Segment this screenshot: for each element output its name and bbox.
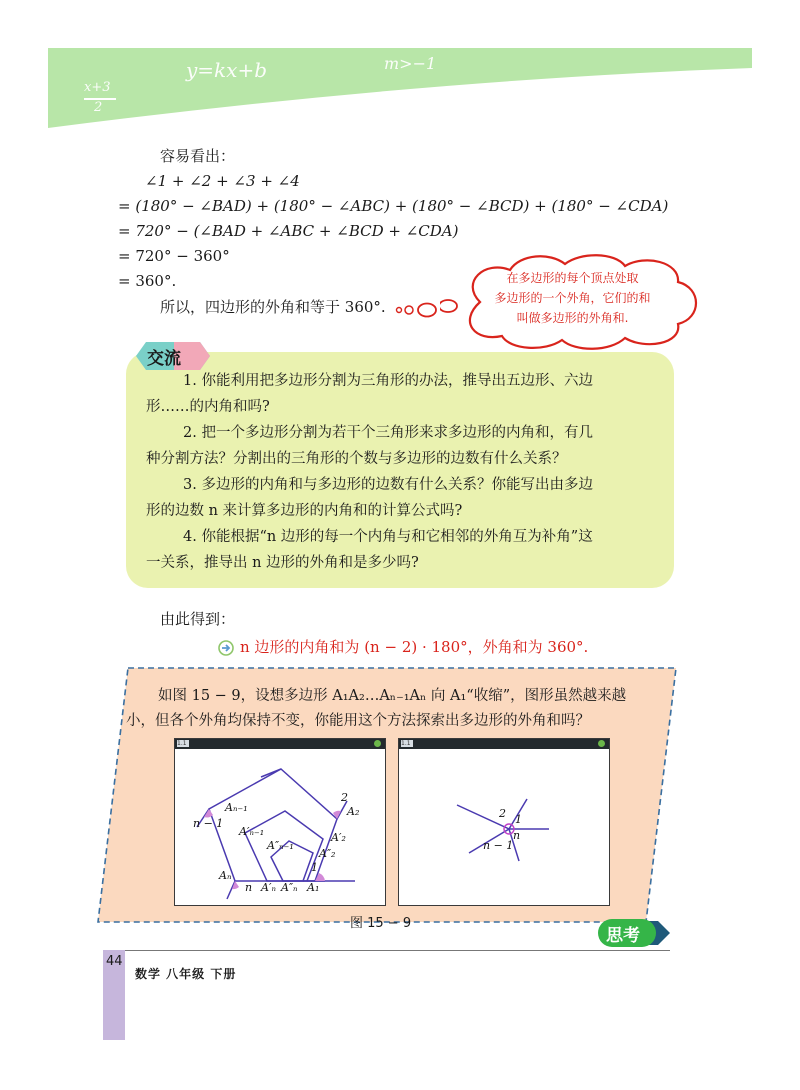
exchange-q3-line-1: 3. 多边形的内角和与多边形的边数有什么关系？你能写出由多边 bbox=[183, 477, 593, 493]
arrow-circle-icon bbox=[218, 640, 234, 656]
cloud-line-3: 叫做多边形的外角和. bbox=[516, 311, 629, 325]
proof-intro: 容易看出： bbox=[160, 147, 236, 165]
label-a-dprime-n: A″ₙ bbox=[281, 881, 298, 894]
proof-line-5: = 360°. bbox=[118, 272, 177, 290]
exchange-q4-line-2: 一关系，推导出 n 边形的外角和是多少吗? bbox=[146, 555, 419, 571]
proof-line-4: = 720° − 360° bbox=[118, 247, 230, 265]
footer-divider bbox=[125, 950, 670, 951]
label-a-dprime-2: A″₂ bbox=[319, 847, 336, 860]
figure-panel-right bbox=[398, 738, 610, 906]
exchange-q2-line-1: 2. 把一个多边形分割为若干个三角形来求多边形的内角和，有几 bbox=[183, 425, 593, 441]
panel-toolbar bbox=[175, 739, 385, 749]
label-a-n: Aₙ bbox=[219, 869, 232, 882]
label-one: 1 bbox=[515, 813, 522, 826]
label-a-1: A₁ bbox=[307, 881, 320, 894]
exchange-q3-line-2: 形的边数 n 来计算多边形的内角和的计算公式吗? bbox=[146, 503, 463, 519]
proof-line-1: ∠1 + ∠2 + ∠3 + ∠4 bbox=[145, 172, 300, 190]
book-title: 数学 八年级 下册 bbox=[135, 967, 237, 981]
label-n-minus-1: n − 1 bbox=[483, 839, 514, 852]
label-a-prime-2: A′₂ bbox=[331, 831, 346, 844]
label-a-prime-n-minus-1: A′ₙ₋₁ bbox=[239, 825, 265, 838]
exchange-q1-line-1: 1. 你能利用把多边形分割为三角形的办法，推导出五边形、六边 bbox=[183, 373, 593, 389]
page-number: 44 bbox=[106, 954, 123, 969]
result-statement: n 边形的内角和为 (n − 2) · 180°，外角和为 360°. bbox=[240, 638, 589, 656]
header-formula-inequality: m>−1 bbox=[384, 54, 437, 73]
cloud-line-1: 在多边形的每个顶点处取 bbox=[506, 271, 639, 285]
header-formula-linear: y=kx+b bbox=[186, 58, 268, 82]
exchange-q1-line-2: 形……的内角和吗? bbox=[146, 399, 270, 415]
proof-line-3: = 720° − (∠BAD + ∠ABC + ∠BCD + ∠CDA) bbox=[118, 222, 459, 240]
label-a-dprime-n-minus-1: A″ₙ₋₁ bbox=[267, 839, 294, 852]
think-line-1: 如图 15 − 9，设想多边形 A₁A₂…Aₙ₋₁Aₙ 向 A₁“收缩”，图形虽然越来越 bbox=[158, 688, 627, 704]
label-two: 2 bbox=[499, 807, 506, 820]
label-a-prime-n: A′ₙ bbox=[261, 881, 276, 894]
cloud-line-2: 多边形的一个外角，它们的和 bbox=[494, 291, 651, 305]
proof-conclusion: 所以，四边形的外角和等于 360°. bbox=[160, 298, 386, 316]
think-line-2: 小，但各个外角均保持不变，你能用这个方法探索出多边形的外角和吗？ bbox=[126, 713, 590, 729]
cloud-bubbles bbox=[395, 300, 440, 320]
collapsed-angles-figure bbox=[399, 749, 609, 905]
panel-status-icon bbox=[374, 740, 381, 747]
label-a-2: A₂ bbox=[347, 805, 360, 818]
exchange-q2-line-2: 种分割方法？分割出的三角形的个数与多边形的边数有什么关系？ bbox=[146, 451, 567, 467]
header-formula-numerator: x+3 bbox=[84, 80, 111, 95]
panel-toolbar bbox=[399, 739, 609, 749]
label-n-minus-1: n − 1 bbox=[193, 817, 224, 830]
panel-tab: 1.1 bbox=[401, 740, 413, 747]
label-n: n bbox=[513, 829, 521, 842]
exchange-q4-line-1: 4. 你能根据“n 边形的每一个内角与和它相邻的外角互为补角”这 bbox=[183, 529, 593, 545]
panel-tab: 1.1 bbox=[177, 740, 189, 747]
header-formula-denominator: 2 bbox=[94, 100, 103, 115]
label-n: n bbox=[245, 881, 253, 894]
label-one: 1 bbox=[311, 861, 318, 874]
panel-status-icon bbox=[598, 740, 605, 747]
label-a-n-minus-1: Aₙ₋₁ bbox=[225, 801, 248, 814]
figure-panel-left bbox=[174, 738, 386, 906]
label-two: 2 bbox=[341, 791, 348, 804]
proof-line-2: = (180° − ∠BAD) + (180° − ∠ABC) + (180° − ∠BCD) + (180° − ∠CDA) bbox=[118, 197, 669, 215]
think-badge-label: 思考 bbox=[606, 926, 640, 946]
result-intro: 由此得到： bbox=[160, 610, 236, 628]
figure-caption: 图 15 − 9 bbox=[350, 916, 412, 931]
exchange-badge-label: 交流 bbox=[147, 349, 181, 369]
